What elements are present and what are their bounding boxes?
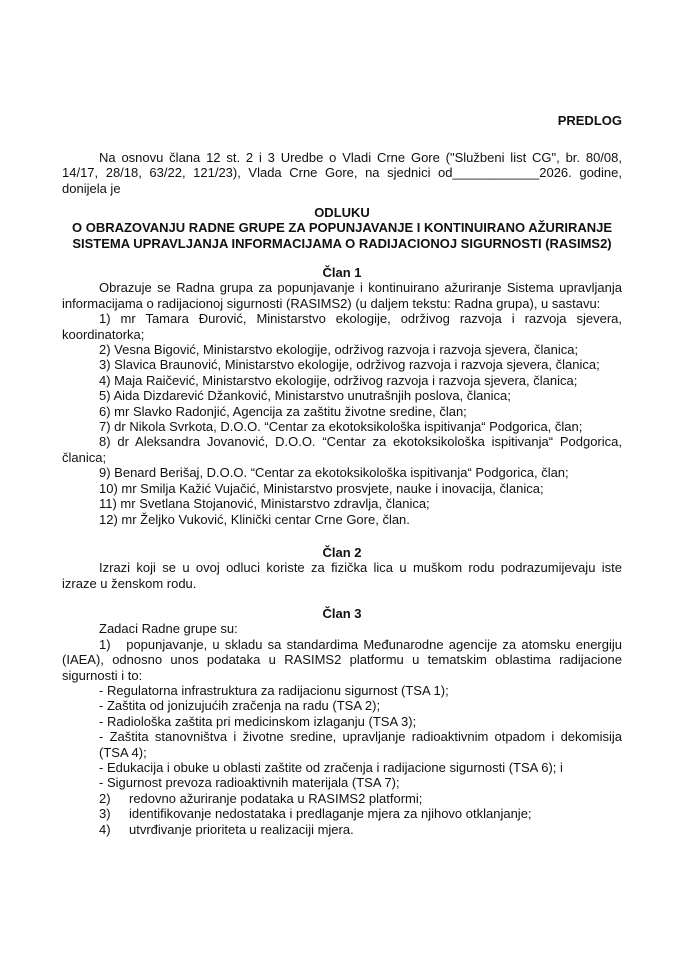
preamble-text: Na osnovu člana 12 st. 2 i 3 Uredbe o Vladi Crne Gore ("Službeni list CG", br. 80/08, 14/17, 28/18, 63/22, 121/23), Vlada Crne Gore, na sjednici od____________2026. godine, donijela je	[62, 150, 622, 196]
list-item: 7) dr Nikola Svrkota, D.O.O. “Centar za ekotoksikološka ispitivanja“ Podgorica, član;	[99, 419, 583, 435]
task-2	[99, 791, 622, 806]
list-item: 4) Maja Raičević, Ministarstvo ekologije, održivog razvoja i razvoja sjevera, članica;	[99, 372, 578, 388]
task-number: 2)	[99, 790, 111, 806]
article-1-heading: Član 1	[322, 265, 362, 280]
title-main: ODLUKU	[314, 205, 370, 220]
list-item: 8) dr Aleksandra Jovanović, D.O.O. “Centar za ekotoksikološka ispitivanja“ Podgorica, članica;	[62, 434, 622, 465]
list-item: - Edukacija i obuke u oblasti zaštite od zračenja i radijacione sigurnosti (TSA 6); i	[99, 760, 563, 776]
article-2-text: Izrazi koji se u ovoj odluci koriste za fizička lica u muškom rodu podrazumijevaju iste izraze u ženskom rodu.	[62, 560, 622, 591]
list-item: 2) Vesna Bigović, Ministarstvo ekologije, održivog razvoja i razvoja sjevera, članica;	[99, 342, 579, 358]
areas-list	[62, 683, 622, 791]
list-item: - Regulatorna infrastruktura za radijacionu sigurnost (TSA 1);	[99, 683, 449, 699]
document-header	[62, 113, 622, 128]
task-text: popunjavanje, u skladu sa standardima Međunarodne agencije za atomsku energiju (IAEA), odnosno unos podataka u RASIMS2 platformu u tematskim oblastima radijacione sigurnosti i to:	[62, 636, 622, 683]
article-3-heading: Član 3	[322, 606, 362, 621]
article-2	[62, 545, 622, 591]
proposal-label: PREDLOG	[557, 113, 622, 128]
task-number: 4)	[99, 821, 111, 837]
list-item: 1) mr Tamara Đurović, Ministarstvo ekologije, održivog razvoja i razvoja sjevera, koordinatorka;	[62, 311, 622, 342]
list-item: 5) Aida Dizdarević Džanković, Ministarstvo unutrašnjih poslova, članica;	[99, 388, 511, 404]
decision-title	[62, 205, 622, 251]
article-2-heading: Član 2	[322, 545, 362, 560]
task-text: redovno ažuriranje podataka u RASIMS2 platformi;	[129, 790, 423, 806]
list-item: 10) mr Smilja Kažić Vujačić, Ministarstvo prosvjete, nauke i inovacija, članica;	[99, 480, 544, 496]
title-line-1: O OBRAZOVANJU RADNE GRUPE ZA POPUNJAVANJE I KONTINUIRANO AŽURIRANJE	[71, 220, 613, 236]
task-1	[62, 637, 622, 683]
list-item: - Zaštita od jonizujućih zračenja na radu (TSA 2);	[99, 698, 381, 714]
article-3-intro: Zadaci Radne grupe su:	[99, 621, 238, 637]
list-item: 11) mr Svetlana Stojanović, Ministarstvo zdravlja, članica;	[99, 496, 430, 512]
preamble	[62, 150, 622, 196]
task-text: utvrđivanje prioriteta u realizaciji mjera.	[129, 821, 354, 837]
members-list	[62, 311, 622, 527]
list-item: 12) mr Željko Vuković, Klinički centar Crne Gore, član.	[99, 511, 410, 527]
list-item: 6) mr Slavko Radonjić, Agencija za zaštitu životne sredine, član;	[99, 403, 467, 419]
title-line-2: SISTEMA UPRAVLJANJA INFORMACIJAMA O RADIJACIONOJ SIGURNOSTI (RASIMS2)	[72, 235, 612, 251]
task-text: identifikovanje nedostataka i predlaganje mjera za njihovo otklanjanje;	[129, 806, 532, 822]
task-3	[99, 806, 622, 821]
list-item: 3) Slavica Braunović, Ministarstvo ekologije, održivog razvoja i razvoja sjevera, članica;	[99, 357, 600, 373]
article-1	[62, 265, 622, 527]
list-item: - Sigurnost prevoza radioaktivnih materijala (TSA 7);	[99, 775, 400, 791]
task-number: 3)	[99, 806, 111, 822]
task-number: 1)	[99, 636, 111, 652]
list-item: - Radiološka zaštita pri medicinskom izlaganju (TSA 3);	[99, 713, 417, 729]
list-item: - Zaštita stanovništva i životne sredine, upravljanje radioaktivnim otpadom i dekomisija (TSA 4);	[99, 729, 622, 760]
task-4	[99, 822, 622, 837]
list-item: 9) Benard Berišaj, D.O.O. “Centar za ekotoksikološka ispitivanja“ Podgorica, član;	[99, 465, 569, 481]
article-1-intro: Obrazuje se Radna grupa za popunjavanje i kontinuirano ažuriranje Sistema upravljanja informacijama o radijacionoj sigurnosti (RASIMS2) (u daljem tekstu: Radna grupa), u sastavu:	[62, 280, 622, 311]
article-3	[62, 606, 622, 837]
